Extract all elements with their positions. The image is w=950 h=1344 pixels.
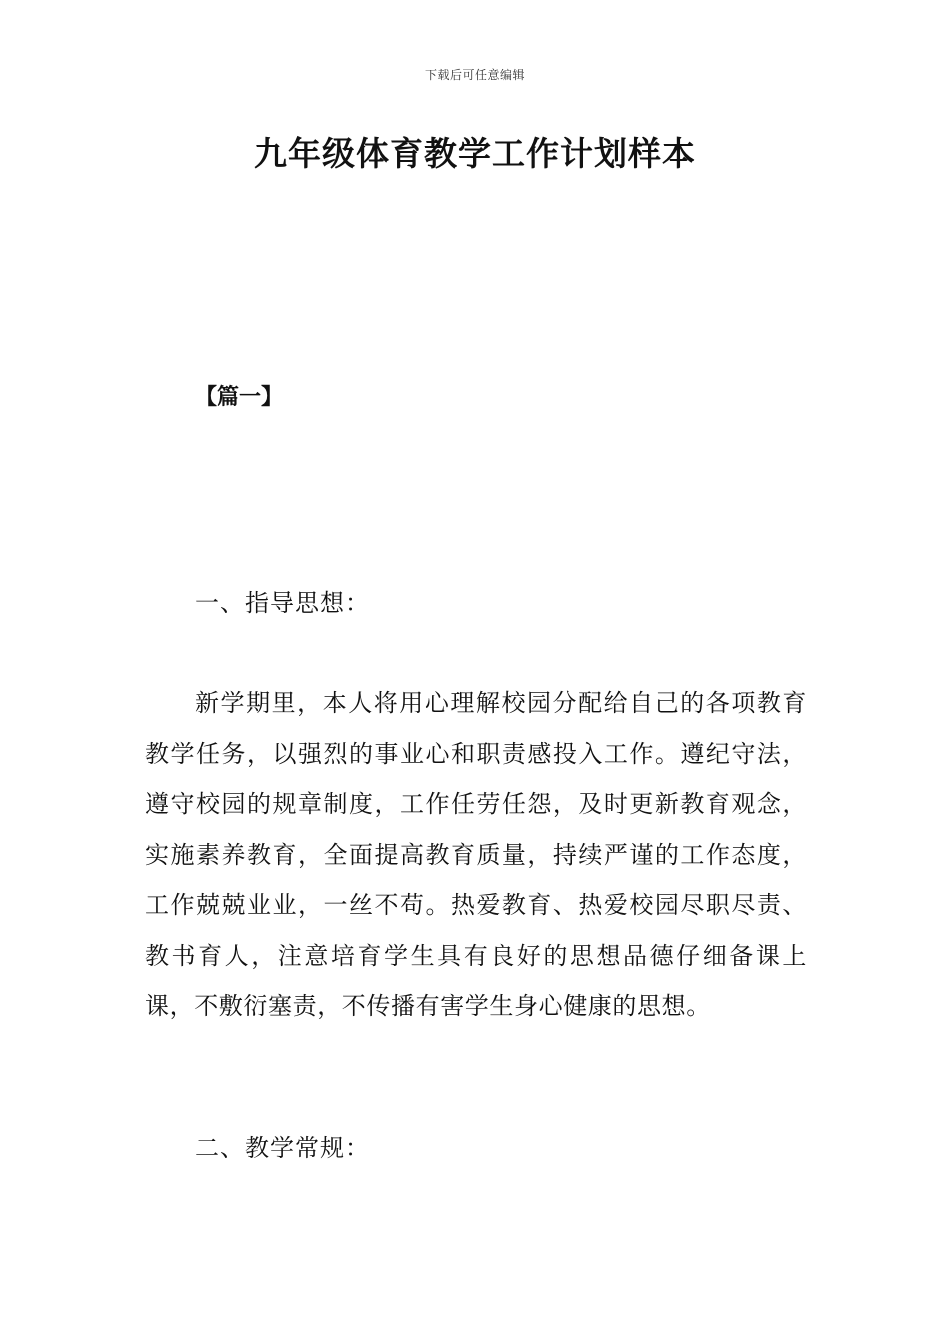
section-label: 【篇一】 [195, 385, 284, 410]
body-paragraph: 新学期里，本人将用心理解校园分配给自己的各项教育教学任务，以强烈的事业心和职责感投入工作。遵纪守法，遵守校园的规章制度，工作任劳任怨，及时更新教育观念，实施素养教育，全面提高教育质量，持续严谨的工作态度，工作兢兢业业，一丝不苟。热爱教育、热爱校园尽职尽责、教书育人，注意培育学生具有良好的思想品德仔细备课上课，不敷衍塞责，不传播有害学生身心健康的思想。 [145, 689, 807, 1020]
header-note: 下载后可任意编辑 [424, 68, 525, 82]
section-heading-teaching-routine: 二、教学常规： [195, 1134, 370, 1162]
section-heading-guiding-ideology: 一、指导思想： [195, 589, 370, 617]
page-title: 九年级体育教学工作计划样本 [254, 134, 696, 173]
